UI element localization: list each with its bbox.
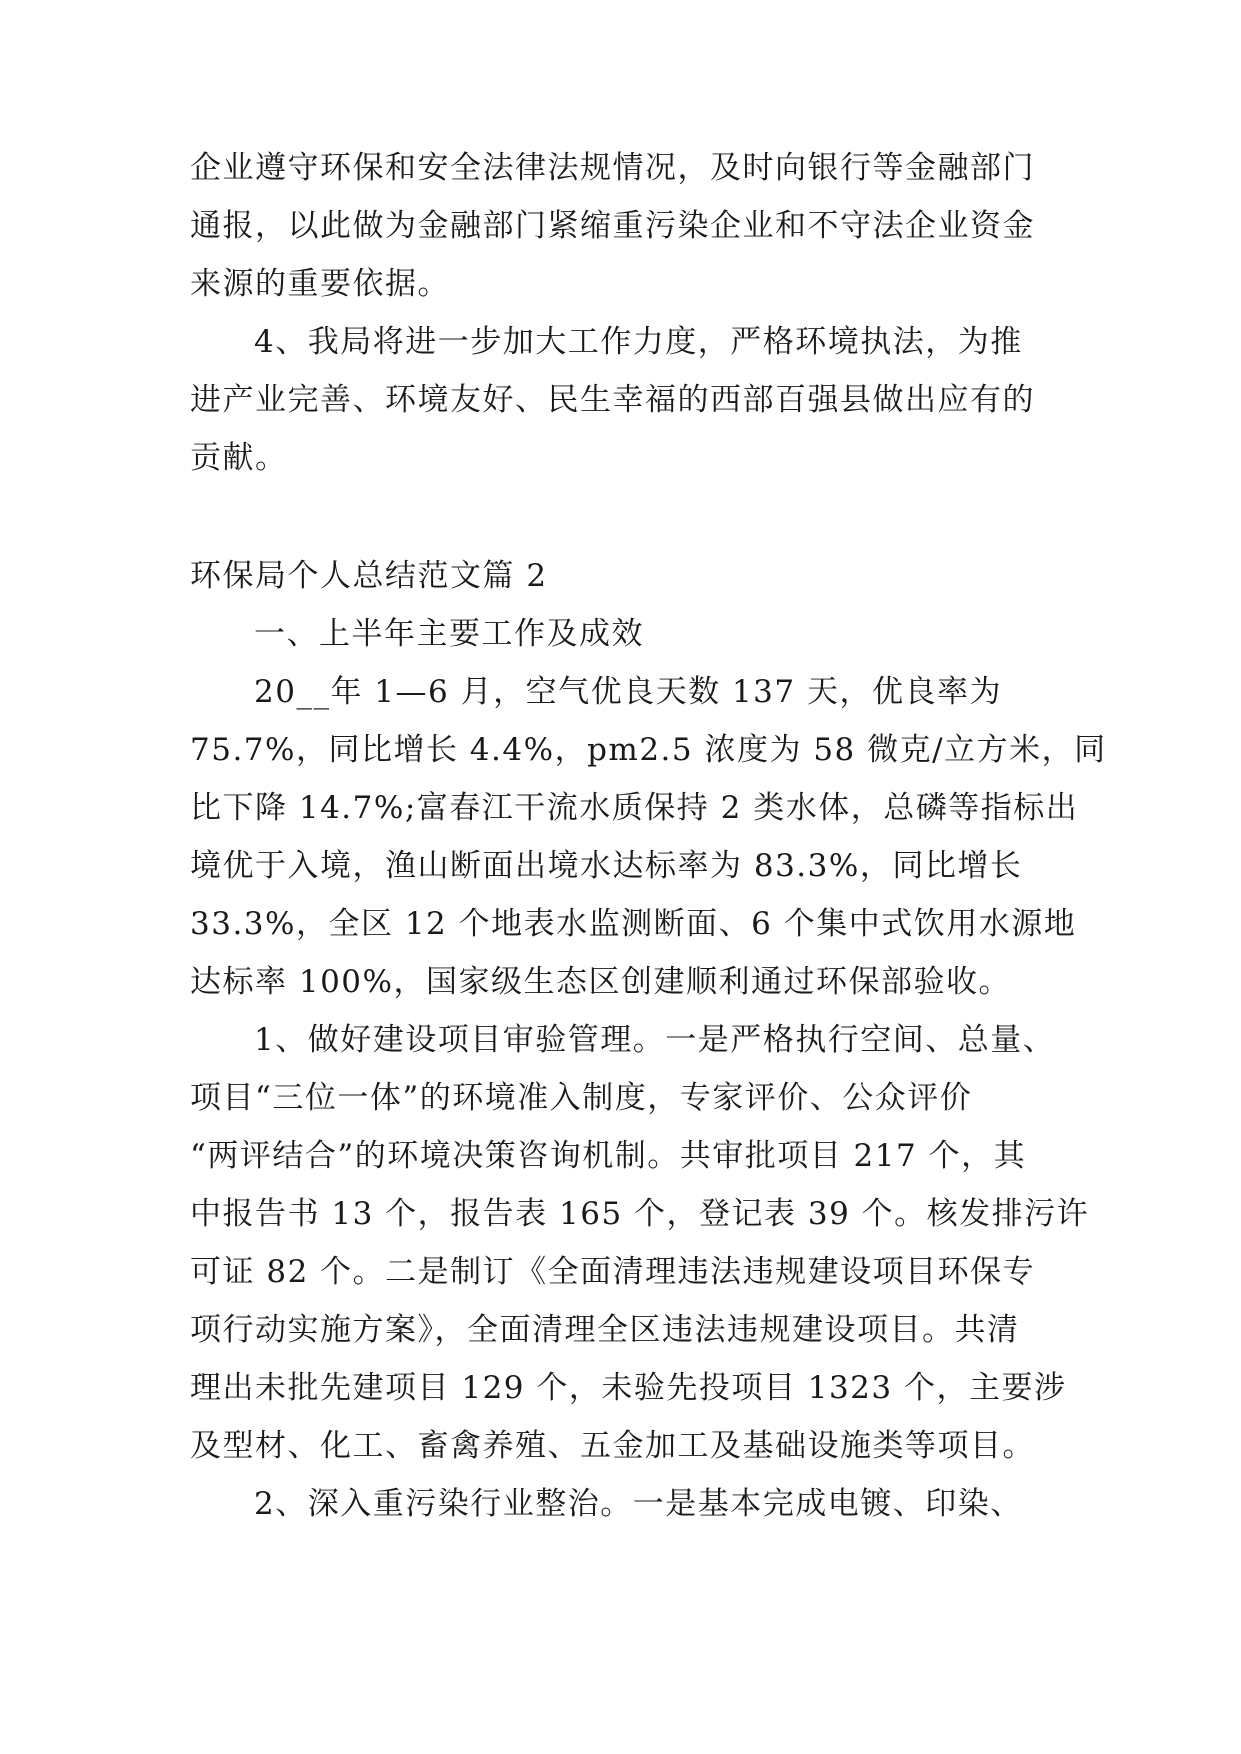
paragraph-line: 境优于入境，渔山断面出境水达标率为 83.3%，同比增长 [190,848,1023,884]
paragraph-line: 项行动实施方案》，全面清理全区违法违规建设项目。共清 [190,1312,1020,1348]
paragraph-line: 中报告书 13 个，报告表 165 个，登记表 39 个。核发排污许 [190,1196,1090,1232]
paragraph-line: 贡献。 [190,440,288,476]
paragraph-line: 项目“三位一体”的环境准入制度，专家评价、公众评价 [190,1080,973,1116]
paragraph-line: 4、我局将进一步加大工作力度，严格环境执法，为推 [254,324,1023,360]
section-heading: 环保局个人总结范文篇 2 [190,558,548,594]
paragraph-line: 比下降 14.7%;富春江干流水质保持 2 类水体，总磷等指标出 [190,790,1079,826]
paragraph-line: 2、深入重污染行业整治。一是基本完成电镀、印染、 [254,1486,1023,1522]
paragraph-line: 进产业完善、环境友好、民生幸福的西部百强县做出应有的 [190,382,1035,418]
paragraph-line: 达标率 100%，国家级生态区创建顺利通过环保部验收。 [190,964,1011,1000]
paragraph-line: 33.3%，全区 12 个地表水监测断面、6 个集中式饮用水源地 [190,906,1077,942]
paragraph-line: 来源的重要依据。 [190,266,450,302]
paragraph-line: “两评结合”的环境决策咨询机制。共审批项目 217 个，其 [190,1138,1027,1174]
paragraph-line: 理出未批先建项目 129 个，未验先投项目 1323 个，主要涉 [190,1370,1067,1406]
paragraph-line: 1、做好建设项目审验管理。一是严格执行空间、总量、 [254,1022,1056,1058]
document-body [190,0,1107,1754]
paragraph-line: 20__年 1—6 月，空气优良天数 137 天，优良率为 [254,674,1002,710]
paragraph-line: 企业遵守环保和安全法律法规情况，及时向银行等金融部门 [190,150,1035,186]
paragraph-line: 及型材、化工、畜禽养殖、五金加工及基础设施类等项目。 [190,1428,1035,1464]
subsection-heading: 一、上半年主要工作及成效 [254,616,644,652]
paragraph-line: 可证 82 个。二是制订《全面清理违法违规建设项目环保专 [190,1254,1036,1290]
paragraph-line: 75.7%，同比增长 4.4%，pm2.5 浓度为 58 微克/立方米，同 [190,732,1107,768]
paragraph-line: 通报，以此做为金融部门紧缩重污染企业和不守法企业资金 [190,208,1035,244]
